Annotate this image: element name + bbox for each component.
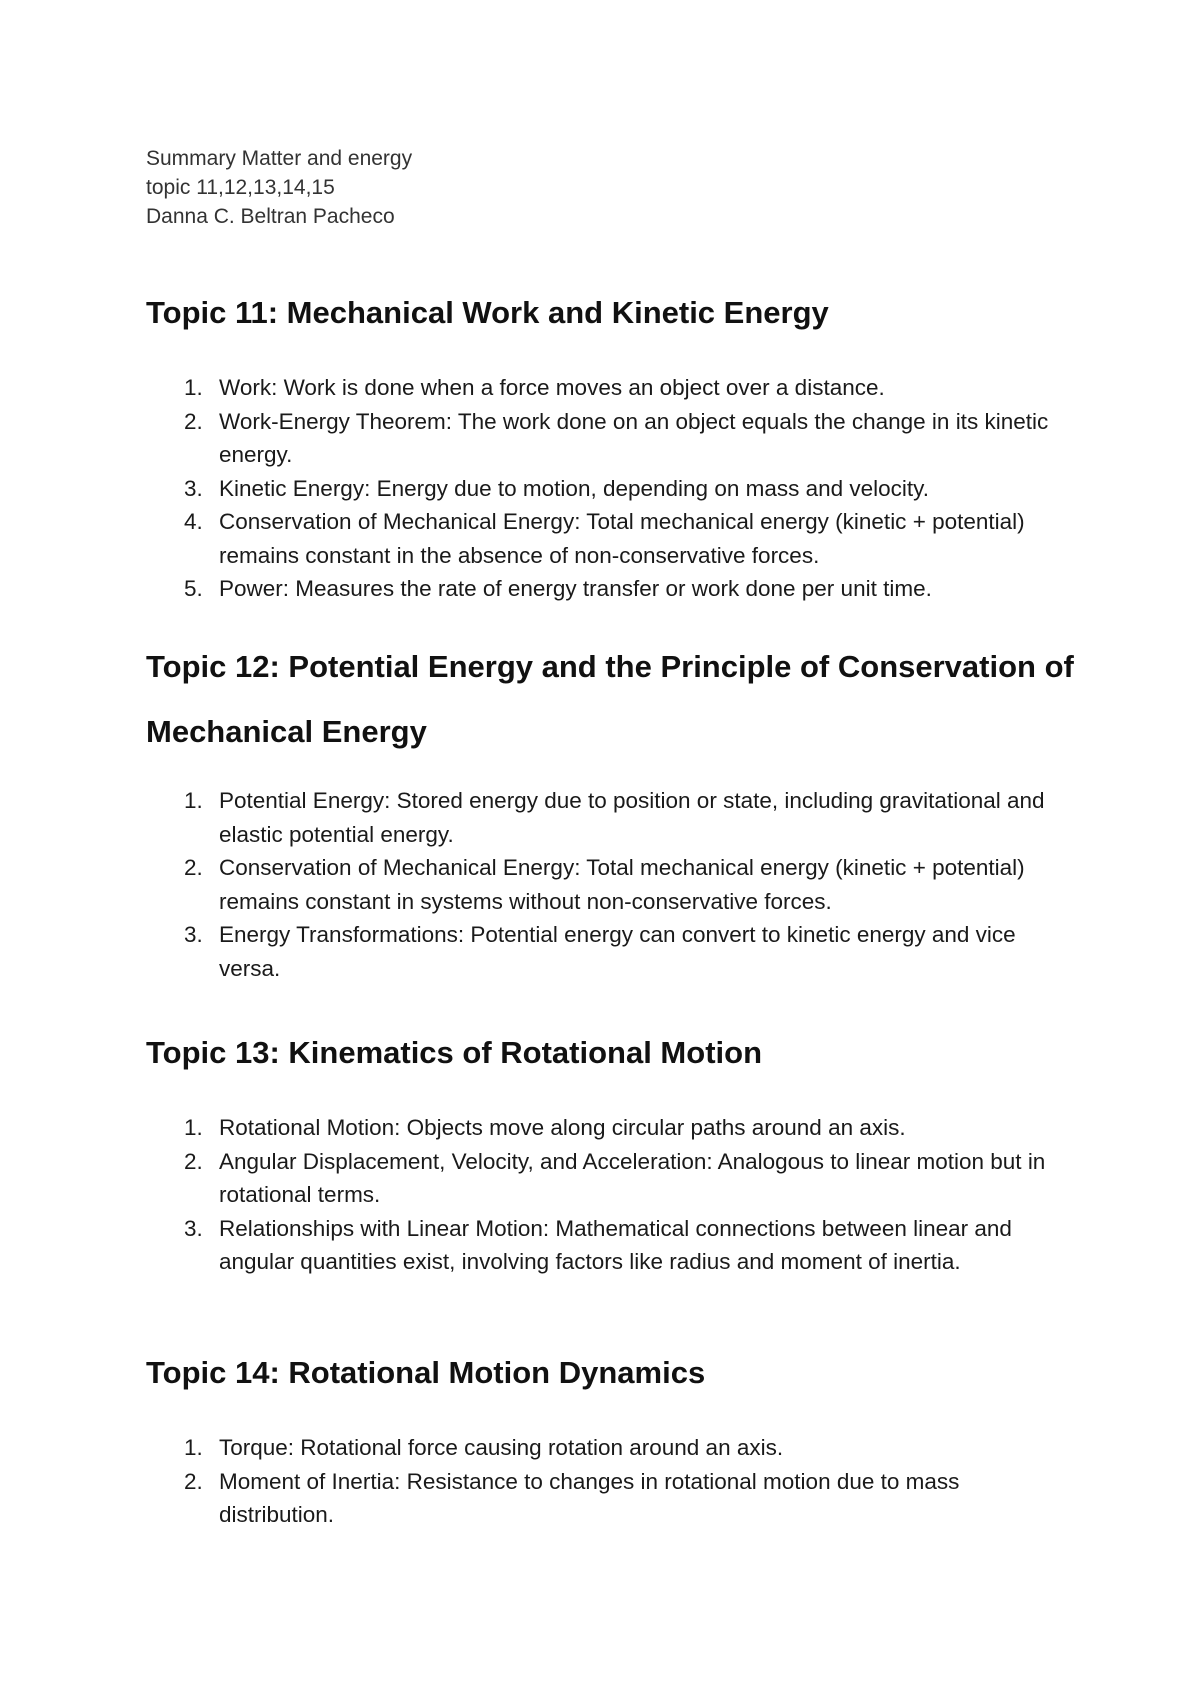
list-item-number: 2. <box>184 408 203 434</box>
list-item <box>146 1465 1076 1532</box>
list-item-number: 3. <box>184 475 203 501</box>
list-item <box>146 784 1076 851</box>
list-item <box>146 918 1076 985</box>
list-item <box>146 1145 1076 1212</box>
list-item-number: 4. <box>184 509 203 534</box>
list-item-text: Kinetic Energy: Energy due to motion, depending on mass and velocity. <box>219 475 930 501</box>
list-item-number: 1. <box>184 788 203 813</box>
list-item-text: Conservation of Mechanical Energy: Total mechanical energy (kinetic + potential) remains constant in the absence of non-conservative forces. <box>219 509 1025 568</box>
document-topics-line: topic 11,12,13,14,15 <box>146 176 335 199</box>
list-item-number: 1. <box>184 1435 203 1460</box>
document-title-line: Summary Matter and energy <box>146 147 413 170</box>
list-item-number: 3. <box>184 1215 203 1241</box>
section-list <box>146 1111 1076 1279</box>
list-item <box>146 505 1076 572</box>
list-item <box>146 405 1076 472</box>
list-item-text: Relationships with Linear Motion: Mathematical connections between linear and angular quantities exist, involving factors like radius and moment of inertia. <box>219 1215 1012 1274</box>
list-item <box>146 371 1076 405</box>
document-author-line: Danna C. Beltran Pacheco <box>146 205 395 228</box>
list-item-text: Rotational Motion: Objects move along circular paths around an axis. <box>219 1115 906 1140</box>
list-item <box>146 572 1076 606</box>
section-list <box>146 1431 1076 1532</box>
section-heading: Topic 13: Kinematics of Rotational Motion <box>146 1035 763 1070</box>
list-item-number: 3. <box>184 922 203 947</box>
list-item-text: Angular Displacement, Velocity, and Acceleration: Analogous to linear motion but in rotational terms. <box>219 1148 1046 1207</box>
section-topic-14 <box>146 1340 1076 1532</box>
section-list <box>146 371 1076 606</box>
section-list <box>146 784 1076 985</box>
section-topic-13 <box>146 1020 1076 1279</box>
list-item-text: Work-Energy Theorem: The work done on an object equals the change in its kinetic energy. <box>219 408 1049 467</box>
list-item-number: 2. <box>184 1468 203 1494</box>
list-item-number: 2. <box>184 1148 203 1174</box>
section-topic-12 <box>146 634 1076 985</box>
list-item <box>146 1111 1076 1145</box>
section-heading: Topic 11: Mechanical Work and Kinetic Energy <box>146 295 829 330</box>
section-heading: Topic 12: Potential Energy and the Principle of Conservation of Mechanical Energy <box>146 649 1074 749</box>
list-item <box>146 1212 1076 1279</box>
section-heading: Topic 14: Rotational Motion Dynamics <box>146 1355 706 1390</box>
section-topic-11 <box>146 280 1076 606</box>
list-item-number: 1. <box>184 1115 203 1140</box>
list-item <box>146 1431 1076 1465</box>
list-item-text: Torque: Rotational force causing rotation around an axis. <box>219 1435 784 1460</box>
list-item <box>146 472 1076 506</box>
list-item-text: Conservation of Mechanical Energy: Total mechanical energy (kinetic + potential) remains constant in systems without non-conservative forces. <box>219 855 1025 914</box>
list-item-text: Moment of Inertia: Resistance to changes in rotational motion due to mass distribution. <box>219 1468 960 1527</box>
list-item-text: Power: Measures the rate of energy transfer or work done per unit time. <box>219 576 932 601</box>
list-item-number: 5. <box>184 576 203 601</box>
list-item-number: 1. <box>184 375 203 400</box>
list-item-number: 2. <box>184 855 203 880</box>
document-header <box>146 144 1046 231</box>
list-item-text: Work: Work is done when a force moves an object over a distance. <box>219 375 885 400</box>
list-item <box>146 851 1076 918</box>
list-item-text: Potential Energy: Stored energy due to position or state, including gravitational and elastic potential energy. <box>219 788 1045 847</box>
list-item-text: Energy Transformations: Potential energy can convert to kinetic energy and vice versa. <box>219 922 1016 981</box>
